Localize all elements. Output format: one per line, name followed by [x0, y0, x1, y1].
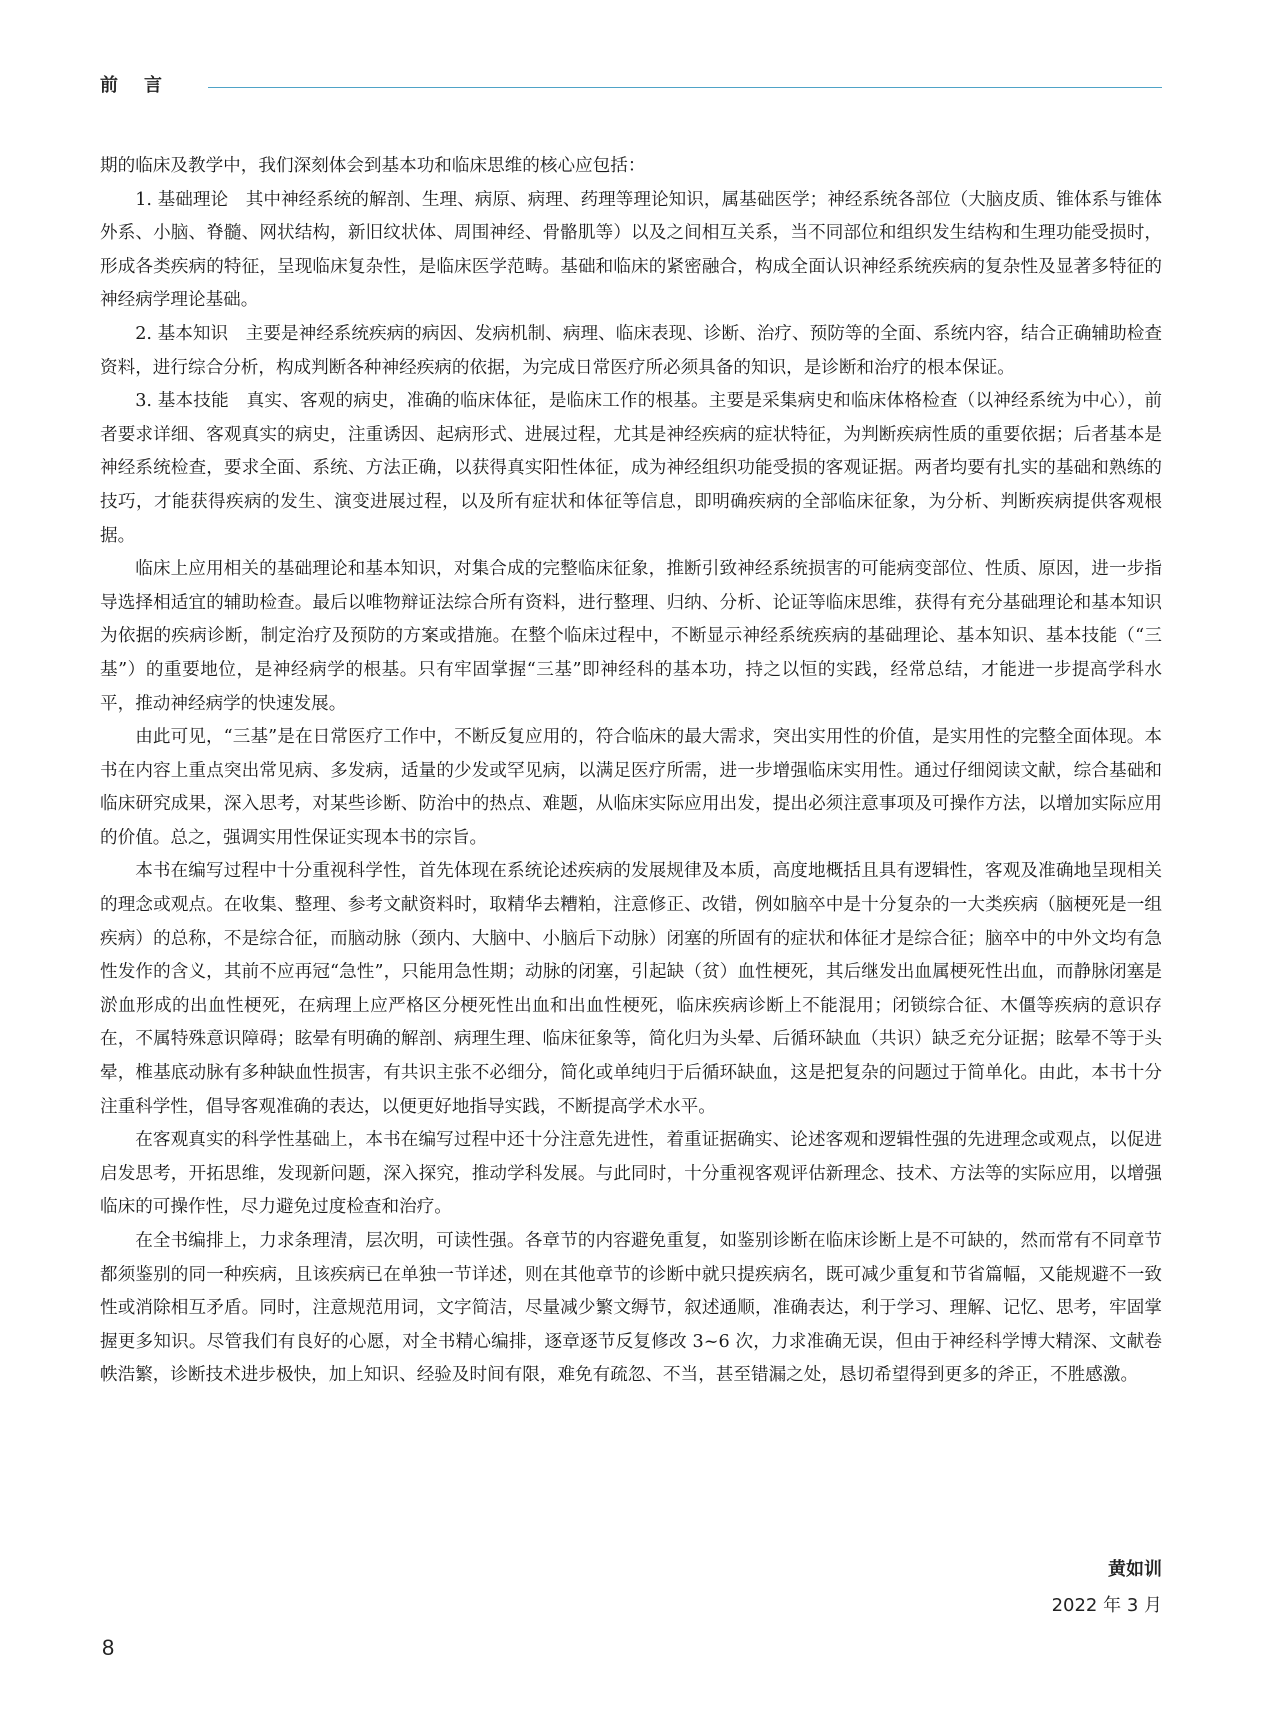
- signature-block: [1052, 1552, 1162, 1624]
- paragraph-continuation: 期的临床及教学中，我们深刻体会到基本功和临床思维的核心应包括：: [100, 156, 646, 176]
- paragraph-clinical-application: 临床上应用相关的基础理论和基本知识，对集合成的完整临床征象，推断引致神经系统损害的可能病变部位、性质、原因，进一步指导选择相适宜的辅助检查。最后以唯物辩证法综合所有资料，进行整理、归纳、分析、论证等临床思维，获得有充分基础理论和基本知识为依据的疾病诊断，制定治疗及预防的方案或措施。在整个临床过程中，不断显示神经系统疾病的基础理论、基本知识、基本技能（“三基”）的重要地位，是神经病学的根基。只有牢固掌握“三基”即神经科的基本功，持之以恒的实践，经常总结，才能进一步提高学科水平，推动神经病学的快速发展。: [100, 559, 1162, 714]
- page-number: 8: [102, 1635, 115, 1660]
- paragraph-organization: 在全书编排上，力求条理清，层次明，可读性强。各章节的内容避免重复，如鉴别诊断在临床诊断上是不可缺的，然而常有不同章节都须鉴别的同一种疾病，且该疾病已在单独一节详述，则在其他章节的诊断中就只提疾病名，既可减少重复和节省篇幅，又能规避不一致性或消除相互矛盾。同时，注意规范用词，文字简洁，尽量减少繁文缛节，叙述通顺，准确表达，利于学习、理解、记忆、思考，牢固掌握更多知识。尽管我们有良好的心愿，对全书精心编排，逐章逐节反复修改 3~6 次，力求准确无误，但由于神经科学博大精深、文献卷帙浩繁，诊断技术进步极快，加上知识、经验及时间有限，难免有疏忽、不当，甚至错漏之处，恳切希望得到更多的斧正，不胜感激。: [100, 1231, 1162, 1386]
- preface-body: [100, 150, 1162, 1393]
- paragraph-basic-knowledge: 2. 基本知识 主要是神经系统疾病的病因、发病机制、病理、临床表现、诊断、治疗、预防等的全面、系统内容，结合正确辅助检查资料，进行综合分析，构成判断各种神经疾病的依据，为完成日常医疗所必须具备的知识，是诊断和治疗的根本保证。: [100, 323, 1162, 378]
- paragraph-basic-theory: 1. 基础理论 其中神经系统的解剖、生理、病原、病理、药理等理论知识，属基础医学；神经系统各部位（大脑皮质、锥体系与锥体外系、小脑、脊髓、网状结构，新旧纹状体、周围神经、骨骼肌等）以及之间相互关系，当不同部位和组织发生结构和生理功能受损时，形成各类疾病的特征，呈现临床复杂性，是临床医学范畴。基础和临床的紧密融合，构成全面认识神经系统疾病的复杂性及显著多特征的神经病学理论基础。: [100, 189, 1162, 311]
- header-rule: [208, 87, 1162, 88]
- paragraph-practicality: 由此可见，“三基”是在日常医疗工作中，不断反复应用的，符合临床的最大需求，突出实用性的价值，是实用性的完整全面体现。本书在内容上重点突出常见病、多发病，适量的少发或罕见病，以满足医疗所需，进一步增强临床实用性。通过仔细阅读文献，综合基础和临床研究成果，深入思考，对某些诊断、防治中的热点、难题，从临床实际应用出发，提出必须注意事项及可操作方法，以增加实际应用的价值。总之，强调实用性保证实现本书的宗旨。: [100, 727, 1162, 848]
- running-head-title: 前言: [100, 75, 188, 96]
- paragraph-advancement: 在客观真实的科学性基础上，本书在编写过程中还十分注意先进性，着重证据确实、论述客观和逻辑性强的先进理念或观点，以促进启发思考，开拓思维，发现新问题，深入探究，推动学科发展。与此同时，十分重视客观评估新理念、技术、方法等的实际应用，以增强临床的可操作性，尽力避免过度检查和治疗。: [100, 1130, 1162, 1218]
- paragraph-scientific-rigor: 本书在编写过程中十分重视科学性，首先体现在系统论述疾病的发展规律及本质，高度地概括且具有逻辑性，客观及准确地呈现相关的理念或观点。在收集、整理、参考文献资料时，取精华去糟粕，注意修正、改错，例如脑卒中是十分复杂的一大类疾病（脑梗死是一组疾病）的总称，不是综合征，而脑动脉（颈内、大脑中、小脑后下动脉）闭塞的所固有的症状和体征才是综合征；脑卒中的中外文均有急性发作的含义，其前不应再冠“急性”，只能用急性期；动脉的闭塞，引起缺（贫）血性梗死，其后继发出血属梗死性出血，而静脉闭塞是淤血形成的出血性梗死，在病理上应严格区分梗死性出血和出血性梗死，临床疾病诊断上不能混用；闭锁综合征、木僵等疾病的意识存在，不属特殊意识障碍；眩晕有明确的解剖、病理生理、临床征象等，简化归为头晕、后循环缺血（共识）缺乏充分证据；眩晕不等于头晕，椎基底动脉有多种缺血性损害，有共识主张不必细分，简化或单纯归于后循环缺血，这是把复杂的问题过于简单化。由此，本书十分注重科学性，倡导客观准确的表达，以便更好地指导实践，不断提高学术水平。: [100, 861, 1162, 1117]
- signature-date: 2022 年 3 月: [1051, 1595, 1162, 1616]
- author-name: 黄如训: [1108, 1559, 1162, 1580]
- paragraph-basic-skills: 3. 基本技能 真实、客观的病史，准确的临床体征，是临床工作的根基。主要是采集病史和临床体格检查（以神经系统为中心），前者要求详细、客观真实的病史，注重诱因、起病形式、进展过程，尤其是神经疾病的症状特征，为判断疾病性质的重要依据；后者基本是神经系统检查，要求全面、系统、方法正确，以获得真实阳性体征，成为神经组织功能受损的客观证据。两者均要有扎实的基础和熟练的技巧，才能获得疾病的发生、演变进展过程，以及所有症状和体征等信息，即明确疾病的全部临床征象，为分析、判断疾病提供客观根据。: [100, 391, 1162, 546]
